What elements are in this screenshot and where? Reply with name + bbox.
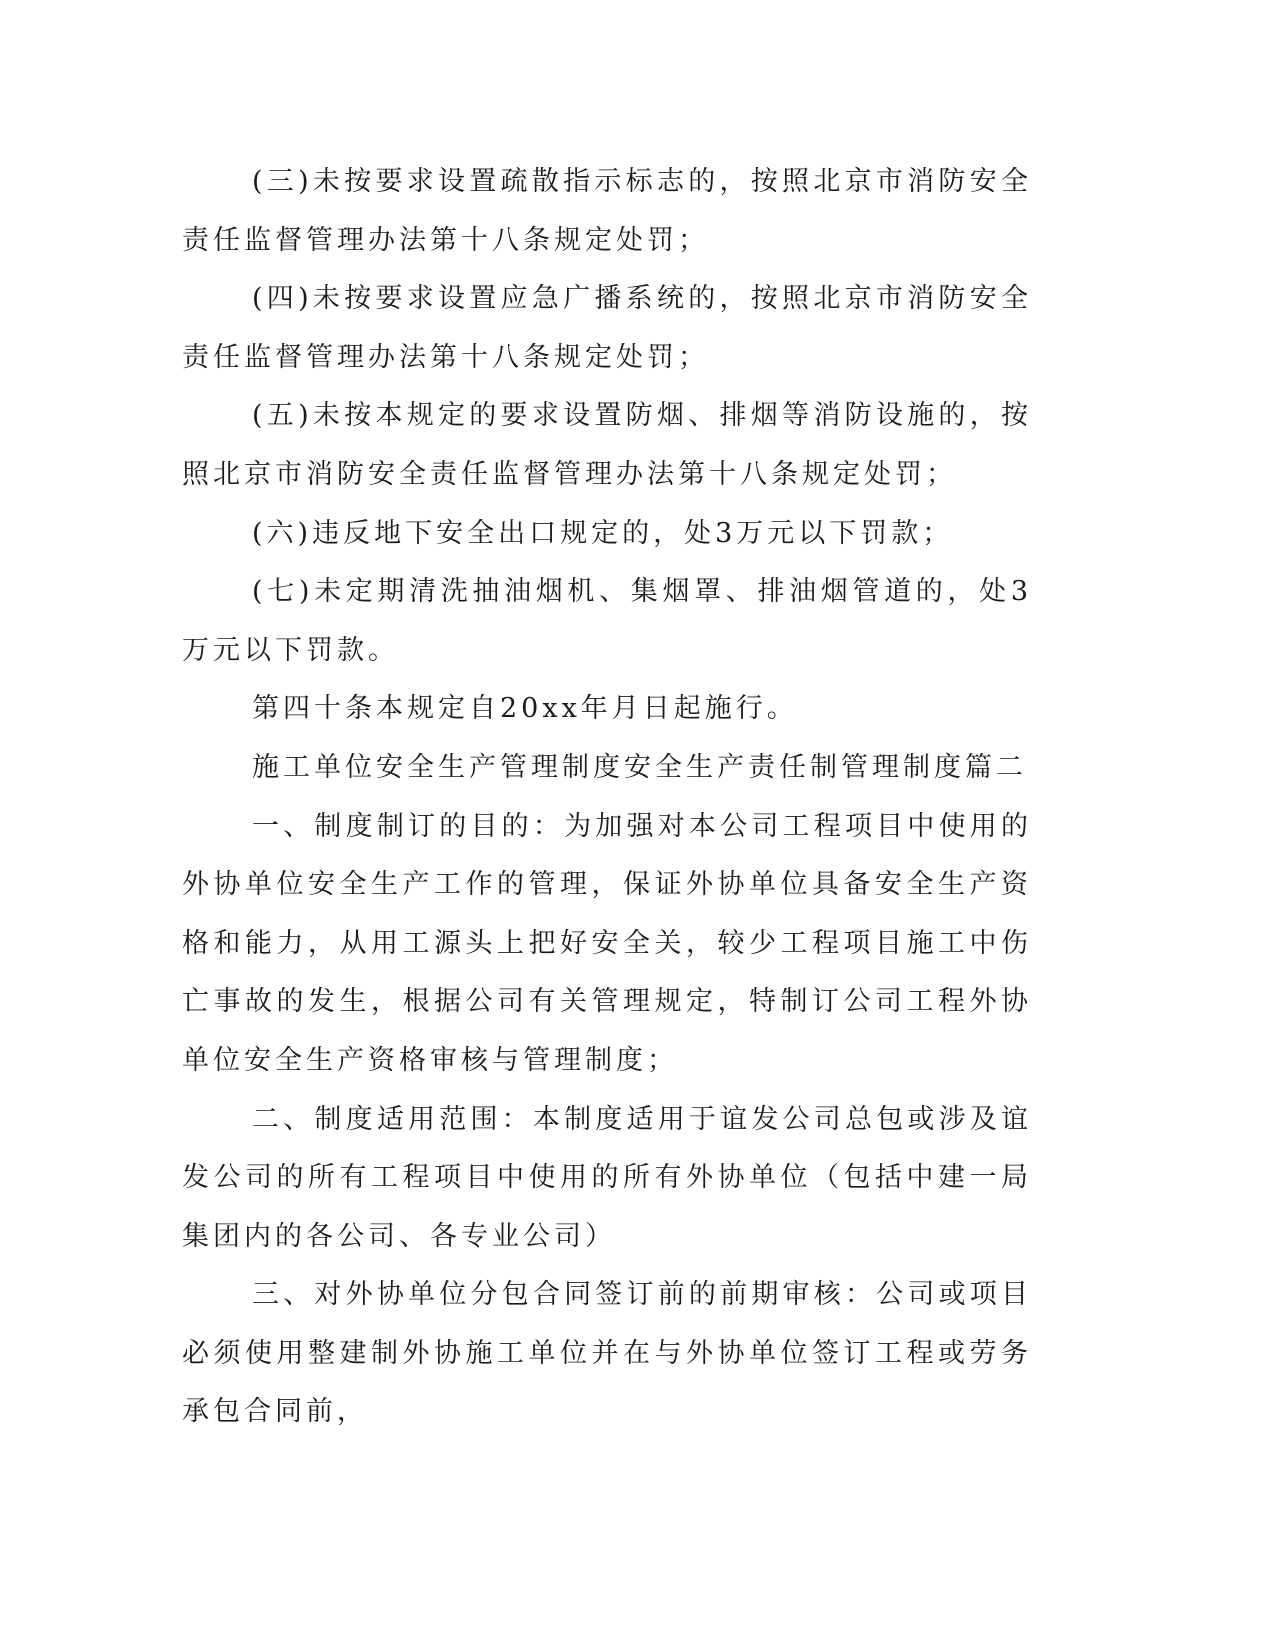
paragraph-item-5: (五)未按本规定的要求设置防烟、排烟等消防设施的，按照北京市消防安全责任监督管理办法第十八条规定处罚； (182, 400, 1032, 490)
paragraph-pre-review: 三、对外协单位分包合同签订前的前期审核：公司或项目必须使用整建制外协施工单位并在与外协单位签订工程或劳务承包合同前， (182, 1279, 1032, 1428)
section-heading: 施工单位安全生产管理制度安全生产责任制管理制度篇二 (252, 751, 1027, 783)
paragraph-item-6: (六)违反地下安全出口规定的，处3万元以下罚款； (252, 517, 954, 549)
paragraph-purpose: 一、制度制订的目的：为加强对本公司工程项目中使用的外协单位安全生产工作的管理，保证外协单位具备安全生产资格和能力，从用工源头上把好安全关，较少工程项目施工中伤亡事故的发生，根据公司有关管理规定，特制订公司工程外协单位安全生产资格审核与管理制度； (182, 810, 1032, 1076)
paragraph-item-7: (七)未定期清洗抽油烟机、集烟罩、排油烟管道的，处3万元以下罚款。 (182, 576, 1032, 666)
paragraph-item-4: (四)未按要求设置应急广播系统的，按照北京市消防安全责任监督管理办法第十八条规定处罚； (182, 283, 1032, 373)
paragraph-scope: 二、制度适用范围：本制度适用于谊发公司总包或涉及谊发公司的所有工程项目中使用的所有外协单位（包括中建一局集团内的各公司、各专业公司） (182, 1103, 1032, 1252)
paragraph-item-3: (三)未按要求设置疏散指示标志的，按照北京市消防安全责任监督管理办法第十八条规定处罚； (182, 166, 1032, 256)
document-body (182, 153, 1032, 1442)
paragraph-article-40: 第四十条本规定自20xx年月日起施行。 (252, 693, 798, 725)
